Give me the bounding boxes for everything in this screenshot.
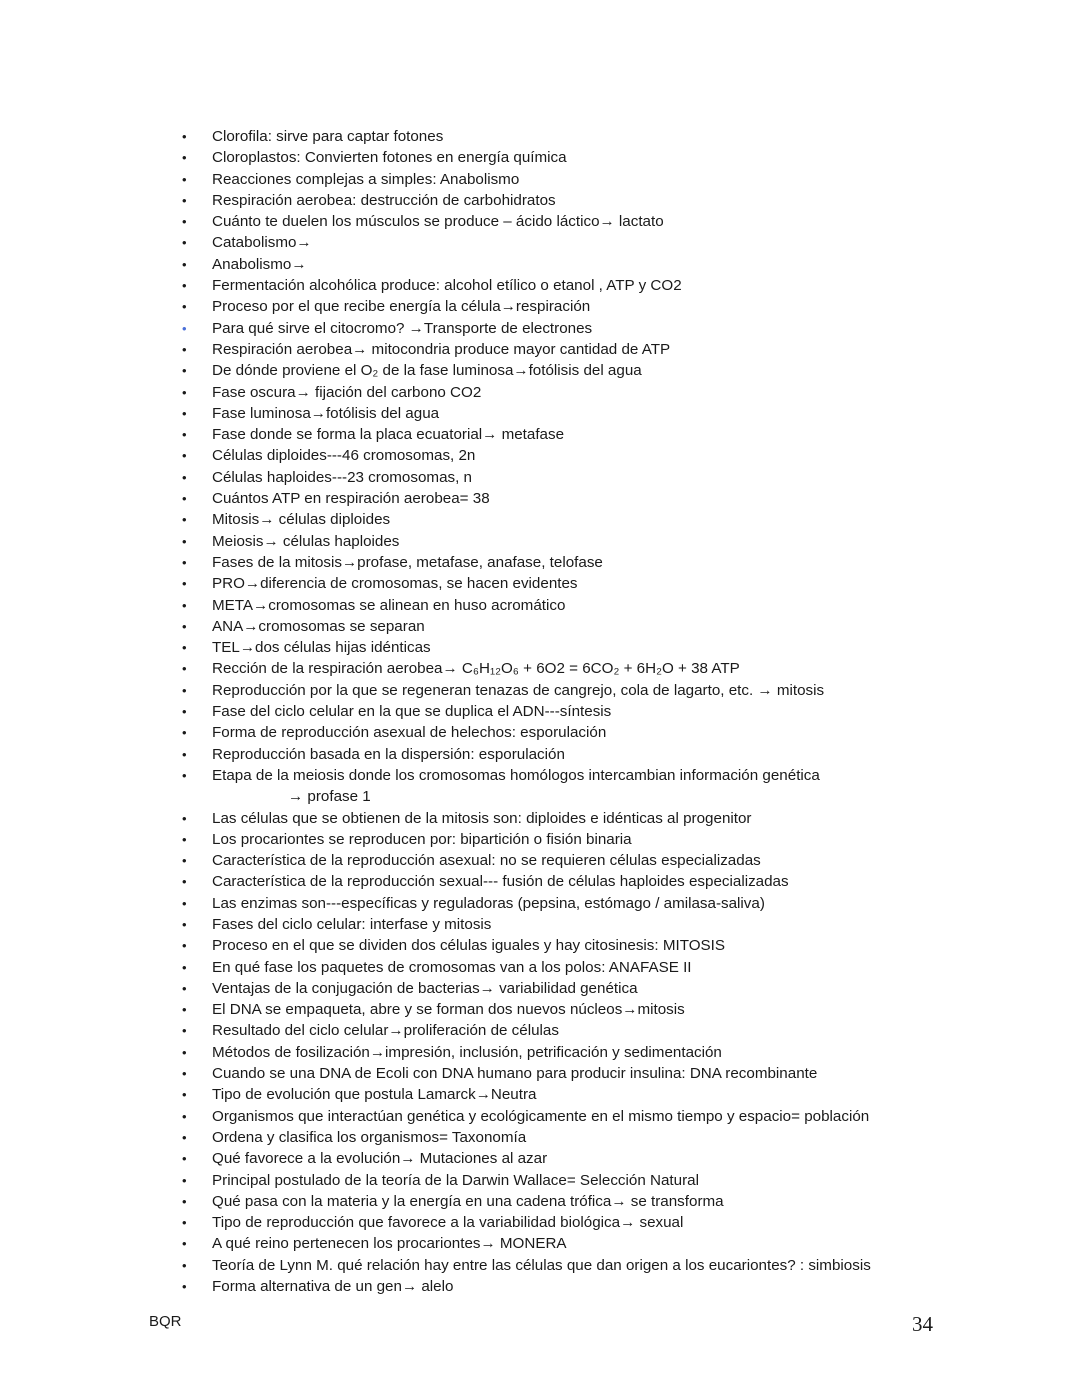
list-item xyxy=(180,680,1040,701)
bullet-icon: • xyxy=(182,1087,187,1103)
bullet-icon: • xyxy=(182,704,187,720)
list-item xyxy=(180,701,1040,722)
list-item xyxy=(180,1106,1040,1127)
bullet-icon: • xyxy=(182,959,187,975)
list-item xyxy=(180,978,1040,999)
list-item-text: PRO→diferencia de cromosomas, se hacen evidentes xyxy=(212,575,578,593)
list-item xyxy=(180,403,1040,424)
list-item xyxy=(180,850,1040,871)
bullet-icon: • xyxy=(182,746,187,762)
list-item xyxy=(180,722,1040,743)
list-item xyxy=(180,914,1040,935)
list-item xyxy=(180,169,1040,190)
bullet-icon: • xyxy=(182,278,187,294)
list-item-text: ANA→cromosomas se separan xyxy=(212,617,425,635)
list-item-text: Fermentación alcohólica produce: alcohol etílico o etanol , ATP y CO2 xyxy=(212,277,682,295)
list-item-continuation: → profase 1 xyxy=(288,788,371,806)
bullet-icon: • xyxy=(182,1002,187,1018)
bullet-icon: • xyxy=(182,1129,187,1145)
bullet-icon: • xyxy=(182,192,187,208)
list-item xyxy=(180,616,1040,637)
list-item-text: Los procariontes se reproducen por: bipartición o fisión binaria xyxy=(212,830,632,848)
bullet-icon: • xyxy=(182,661,187,677)
footer-author: BQR xyxy=(149,1313,182,1330)
list-item-text: Anabolismo→ xyxy=(212,255,307,273)
bullet-icon: • xyxy=(182,874,187,890)
bullet-icon: • xyxy=(182,980,187,996)
list-item xyxy=(180,1212,1040,1233)
list-item xyxy=(180,999,1040,1020)
list-item-text: Resultado del ciclo celular→proliferación de células xyxy=(212,1022,559,1040)
bullet-icon: • xyxy=(182,938,187,954)
bullet-icon: • xyxy=(182,256,187,272)
list-item-text: Mitosis→ células diploides xyxy=(212,511,391,529)
list-item xyxy=(180,1063,1040,1084)
bullet-icon: • xyxy=(182,554,187,570)
list-item xyxy=(180,488,1040,509)
list-item-text: A qué reino pertenecen los procariontes→ MONERA xyxy=(212,1235,567,1253)
list-item-text: Catabolismo→ xyxy=(212,234,312,252)
list-item xyxy=(180,296,1040,317)
list-item xyxy=(180,658,1040,679)
list-item xyxy=(180,893,1040,914)
list-item-text: Cuántos ATP en respiración aerobea= 38 xyxy=(212,490,490,508)
bullet-icon: • xyxy=(182,1108,187,1124)
list-item xyxy=(180,318,1040,339)
list-item-text: Característica de la reproducción asexual: no se requieren células especializadas xyxy=(212,852,761,870)
list-item xyxy=(180,382,1040,403)
list-item-text: Las enzimas son---específicas y reguladoras (pepsina, estómago / amilasa-saliva) xyxy=(212,894,765,912)
list-item-text: Proceso por el que recibe energía la célula→respiración xyxy=(212,298,591,316)
list-item xyxy=(180,275,1040,296)
list-item-text: Clorofila: sirve para captar fotones xyxy=(212,128,444,145)
list-item xyxy=(180,957,1040,978)
list-item xyxy=(180,744,1040,765)
bullet-icon: • xyxy=(182,299,187,315)
bullet-icon: • xyxy=(182,235,187,251)
list-item-text: Forma de reproducción asexual de helechos: esporulación xyxy=(212,724,607,742)
bullet-icon: • xyxy=(182,214,187,230)
bullet-icon: • xyxy=(182,1215,187,1231)
list-item xyxy=(180,190,1040,211)
list-item-text: Característica de la reproducción sexual--- fusión de células haploides especializadas xyxy=(212,873,789,891)
bullet-icon: • xyxy=(182,831,187,847)
list-item-text: Cloroplastos: Convierten fotones en energía química xyxy=(212,149,567,167)
list-item-text: TEL→dos células hijas idénticas xyxy=(212,639,431,657)
list-item-text: Principal postulado de la teoría de la Darwin Wallace= Selección Natural xyxy=(212,1171,699,1189)
list-item xyxy=(180,232,1040,253)
list-item-text: Las células que se obtienen de la mitosis son: diploides e idénticas al progenitor xyxy=(212,809,752,827)
list-item-text: Cuando se una DNA de Ecoli con DNA humano para producir insulina: DNA recombinante xyxy=(212,1065,818,1083)
list-item xyxy=(180,552,1040,573)
bullet-icon: • xyxy=(182,916,187,932)
list-item-text: De dónde proviene el O₂ de la fase luminosa→fotólisis del agua xyxy=(212,362,642,380)
list-item xyxy=(180,1255,1040,1276)
bullet-icon: • xyxy=(182,1236,187,1252)
list-item-text: Fase donde se forma la placa ecuatorial→ metafase xyxy=(212,426,565,444)
bullet-icon: • xyxy=(182,682,187,698)
list-item-text: Ventajas de la conjugación de bacterias→ variabilidad genética xyxy=(212,979,638,997)
list-item-text: Proceso en el que se dividen dos células iguales y hay citosinesis: MITOSIS xyxy=(212,937,725,955)
bullet-icon: • xyxy=(182,618,187,634)
bullet-icon: • xyxy=(182,597,187,613)
bullet-icon: • xyxy=(182,405,187,421)
list-item xyxy=(180,424,1040,445)
bullet-icon: • xyxy=(182,533,187,549)
bullet-icon: • xyxy=(182,1023,187,1039)
list-item-text: En qué fase los paquetes de cromosomas van a los polos: ANAFASE II xyxy=(212,958,692,976)
list-item xyxy=(180,1020,1040,1041)
bullet-icon: • xyxy=(182,853,187,869)
list-item xyxy=(180,360,1040,381)
bullet-icon: • xyxy=(182,320,187,336)
bullet-icon: • xyxy=(182,427,187,443)
list-item xyxy=(180,595,1040,616)
bullet-icon: • xyxy=(182,576,187,592)
list-item xyxy=(180,637,1040,658)
list-item-text: Fases del ciclo celular: interfase y mitosis xyxy=(212,915,492,933)
list-item-text: Para qué sirve el citocromo? →Transporte de electrones xyxy=(212,319,593,337)
bullet-icon: • xyxy=(182,491,187,507)
list-item-text: Forma alternativa de un gen→ alelo xyxy=(212,1278,454,1296)
list-item xyxy=(180,871,1040,892)
list-item xyxy=(180,829,1040,850)
bullet-icon: • xyxy=(182,129,187,144)
bullet-icon: • xyxy=(182,1066,187,1082)
list-item-text: Células haploides---23 cromosomas, n xyxy=(212,468,472,486)
list-item-text: El DNA se empaqueta, abre y se forman dos nuevos núcleos→mitosis xyxy=(212,1001,685,1019)
list-item-text: Fase del ciclo celular en la que se duplica el ADN---síntesis xyxy=(212,703,612,721)
bullet-icon: • xyxy=(182,895,187,911)
list-item-text: Tipo de reproducción que favorece a la variabilidad biológica→ sexual xyxy=(212,1214,684,1232)
list-item-text: Respiración aerobea→ mitocondria produce mayor cantidad de ATP xyxy=(212,340,671,358)
list-item-text: Respiración aerobea: destrucción de carbohidratos xyxy=(212,191,556,209)
list-item xyxy=(180,1276,1040,1297)
bullet-icon: • xyxy=(182,363,187,379)
bullet-icon: • xyxy=(182,341,187,357)
list-item xyxy=(180,1084,1040,1105)
list-item xyxy=(180,1191,1040,1212)
bullet-list xyxy=(180,126,1040,1297)
list-item xyxy=(180,1233,1040,1254)
bullet-icon: • xyxy=(182,469,187,485)
list-item-text: Tipo de evolución que postula Lamarck→Neutra xyxy=(212,1086,537,1104)
list-item-text: Teoría de Lynn M. qué relación hay entre las células que dan origen a los eucariontes? : simbiosis xyxy=(212,1256,871,1274)
bullet-icon: • xyxy=(182,1257,187,1273)
list-item-text: Reproducción basada en la dispersión: esporulación xyxy=(212,745,565,763)
list-item-text: Etapa de la meiosis donde los cromosomas homólogos intercambian información genética xyxy=(212,766,820,784)
list-item xyxy=(180,445,1040,466)
list-item xyxy=(180,1127,1040,1148)
list-item-text: Células diploides---46 cromosomas, 2n xyxy=(212,447,476,465)
bullet-icon: • xyxy=(182,725,187,741)
list-item-text: Qué pasa con la materia y la energía en una cadena trófica→ se transforma xyxy=(212,1192,724,1210)
list-item-text: Cuánto te duelen los músculos se produce – ácido láctico→ lactato xyxy=(212,213,664,231)
list-item xyxy=(180,211,1040,232)
list-item xyxy=(180,808,1040,829)
bullet-icon: • xyxy=(182,810,187,826)
list-item-text: Reproducción por la que se regeneran tenazas de cangrejo, cola de lagarto, etc. → mitosis xyxy=(212,681,825,699)
list-item xyxy=(180,1170,1040,1191)
list-item-text: Métodos de fosilización→impresión, inclusión, petrificación y sedimentación xyxy=(212,1043,722,1061)
list-item-text: Meiosis→ células haploides xyxy=(212,532,400,550)
bullet-icon: • xyxy=(182,640,187,656)
list-item-text: Fase luminosa→fotólisis del agua xyxy=(212,404,440,422)
list-item-text: Reacciones complejas a simples: Anabolismo xyxy=(212,170,520,188)
list-item xyxy=(180,509,1040,530)
bullet-icon: • xyxy=(182,1172,187,1188)
page-number: 34 xyxy=(912,1312,933,1336)
list-item-text: Rección de la respiración aerobea→ C₆H₁₂O₆ + 6O2 = 6CO₂ + 6H₂O + 38 ATP xyxy=(212,660,740,678)
bullet-icon: • xyxy=(182,512,187,528)
list-item xyxy=(180,1148,1040,1169)
bullet-icon: • xyxy=(182,1044,187,1060)
list-item xyxy=(180,126,1040,147)
bullet-icon: • xyxy=(182,150,187,166)
bullet-icon: • xyxy=(182,448,187,464)
list-item-text: Fase oscura→ fijación del carbono CO2 xyxy=(212,383,482,401)
list-item xyxy=(180,573,1040,594)
bullet-icon: • xyxy=(182,1193,187,1209)
list-item xyxy=(180,147,1040,168)
list-item-text: META→cromosomas se alinean en huso acromático xyxy=(212,596,566,614)
list-item xyxy=(180,935,1040,956)
list-item xyxy=(180,467,1040,488)
list-item-text: Qué favorece a la evolución→ Mutaciones al azar xyxy=(212,1150,548,1168)
list-item-text: Ordena y clasifica los organismos= Taxonomía xyxy=(212,1128,527,1146)
list-item xyxy=(180,339,1040,360)
bullet-icon: • xyxy=(182,1279,187,1295)
list-item-text: Fases de la mitosis→profase, metafase, anafase, telofase xyxy=(212,553,603,571)
list-item xyxy=(180,531,1040,552)
bullet-icon: • xyxy=(182,171,187,187)
bullet-icon: • xyxy=(182,384,187,400)
list-item xyxy=(180,254,1040,275)
list-item xyxy=(180,1042,1040,1063)
bullet-icon: • xyxy=(182,767,187,783)
bullet-icon: • xyxy=(182,1151,187,1167)
list-item-text: Organismos que interactúan genética y ecológicamente en el mismo tiempo y espacio= población xyxy=(212,1107,870,1125)
list-item xyxy=(180,765,1040,808)
